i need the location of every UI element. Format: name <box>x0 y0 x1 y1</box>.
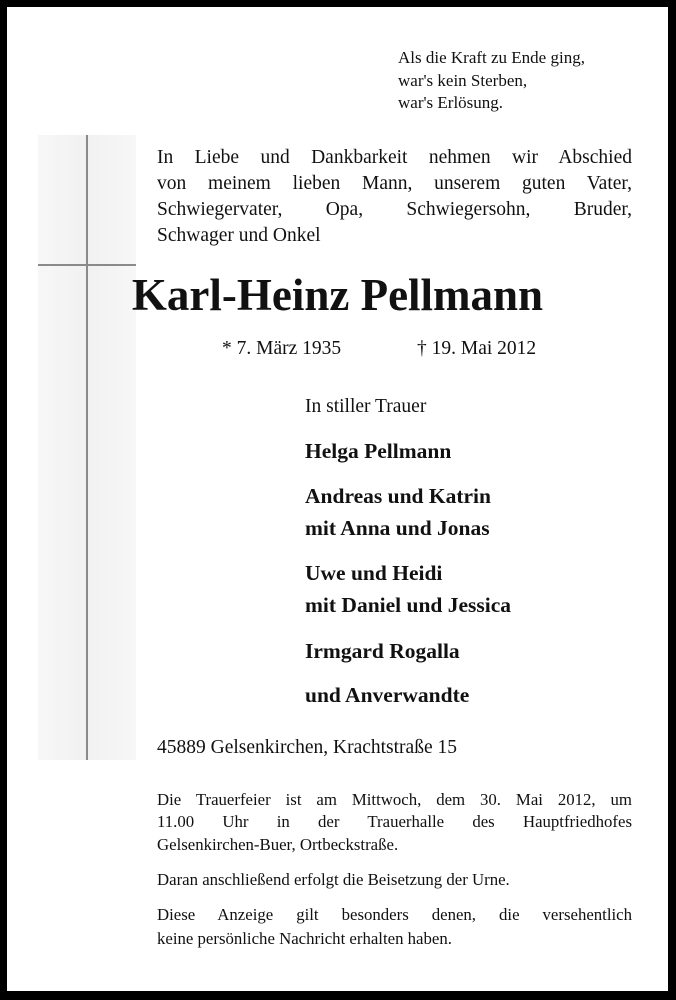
funeral-line: Die Trauerfeier ist am Mittwoch, dem 30. Mai 2012, um <box>157 790 632 809</box>
intro-line: Schwager und Onkel <box>157 225 321 246</box>
poem-line: war's kein Sterben, <box>398 71 528 90</box>
cross-icon-horizontal <box>38 264 136 266</box>
intro-line: In Liebe und Dankbarkeit nehmen wir Abschied <box>157 147 632 168</box>
birth-date: * 7. März 1935 <box>222 338 342 359</box>
address: 45889 Gelsenkirchen, Krachtstraße 15 <box>157 737 457 758</box>
family-member: und Anverwandte <box>305 683 470 707</box>
poem-line: Als die Kraft zu Ende ging, <box>398 48 585 67</box>
family-member: Helga Pellmann <box>305 439 452 463</box>
obituary-notice <box>7 7 668 991</box>
note-line: Diese Anzeige gilt besonders denen, die versehentlich <box>157 905 632 924</box>
family-member: Irmgard Rogalla <box>305 639 460 663</box>
funeral-line: Gelsenkirchen-Buer, Ortbeckstraße. <box>157 835 399 854</box>
intro-line: Schwiegervater, Opa, Schwiegersohn, Bruder, <box>157 199 632 220</box>
poem-line: war's Erlösung. <box>398 93 504 112</box>
family-member: mit Anna und Jonas <box>305 516 490 540</box>
mourning-label: In stiller Trauer <box>305 396 427 417</box>
intro-line: von meinem lieben Mann, unserem guten Vater, <box>157 173 632 194</box>
funeral-line: 11.00 Uhr in der Trauerhalle des Hauptfriedhofes <box>157 812 632 831</box>
death-date: † 19. Mai 2012 <box>417 338 537 359</box>
family-member: Uwe und Heidi <box>305 561 443 585</box>
family-member: mit Daniel und Jessica <box>305 593 512 617</box>
note-line: keine persönliche Nachricht erhalten haben. <box>157 929 452 948</box>
burial-line: Daran anschließend erfolgt die Beisetzung der Urne. <box>157 870 510 889</box>
family-member: Andreas und Katrin <box>305 484 491 508</box>
deceased-name: Karl-Heinz Pellmann <box>131 270 544 320</box>
cross-icon-vertical <box>86 135 88 760</box>
